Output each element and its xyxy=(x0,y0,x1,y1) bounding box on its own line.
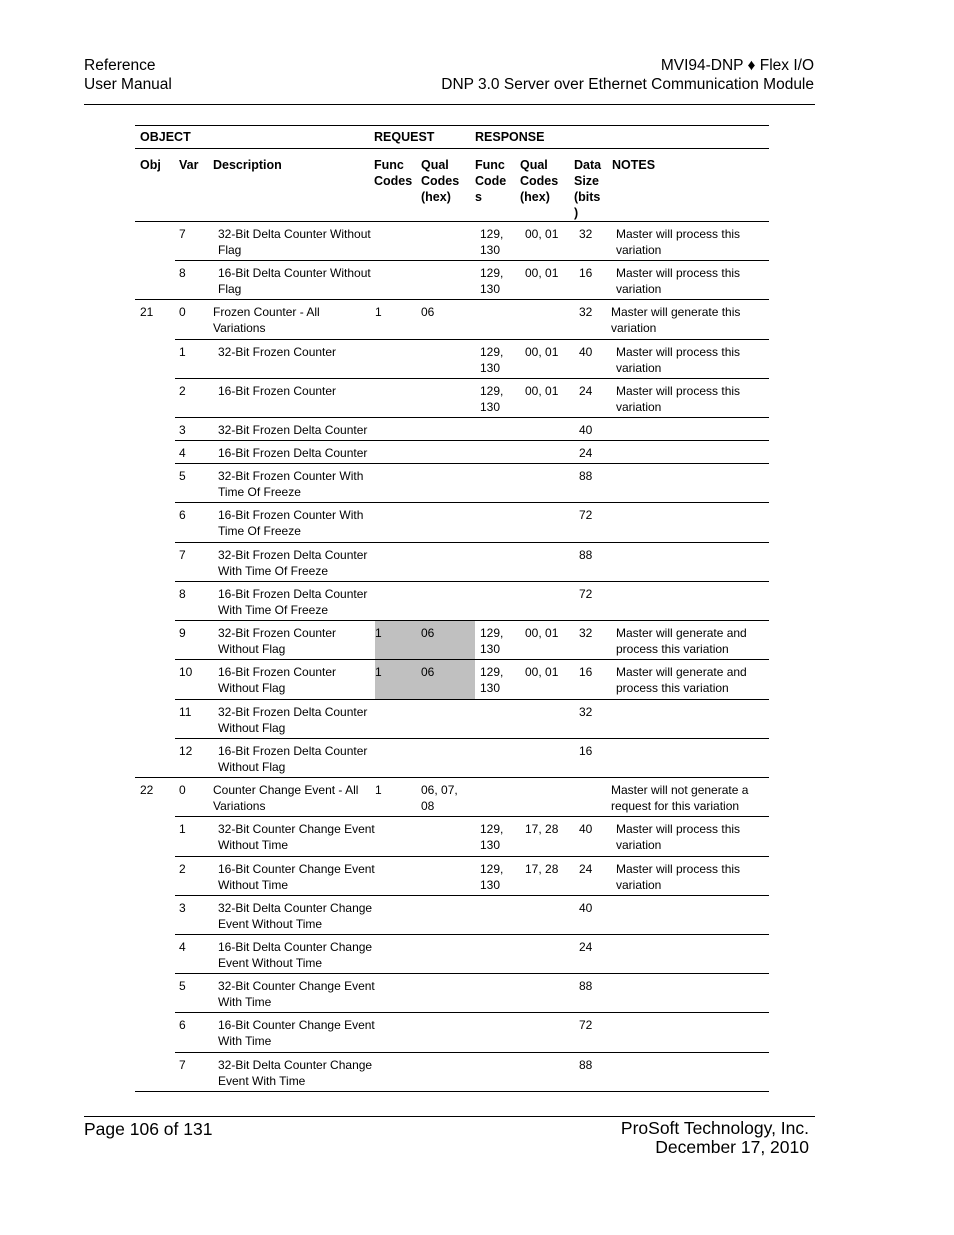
table-row xyxy=(135,778,769,817)
cell-description: 16-Bit Frozen Counter xyxy=(218,384,337,398)
cell-response-func-codes: 129, 130 xyxy=(480,384,504,414)
page-header-right xyxy=(441,56,814,94)
cell-description: 16-Bit Frozen Delta Counter Without Flag xyxy=(218,744,368,774)
cell-response-qual-codes: 00, 01 xyxy=(525,626,559,640)
cell-description: 32-Bit Frozen Counter Without Flag xyxy=(218,626,337,656)
cell-description: 32-Bit Frozen Counter xyxy=(218,345,337,359)
col-header-description: Description xyxy=(213,158,282,172)
cell-var: 7 xyxy=(179,227,186,241)
cell-obj: 21 xyxy=(140,305,154,319)
cell-description: 16-Bit Frozen Delta Counter With Time Of Freeze xyxy=(218,587,368,617)
cell-response-qual-codes: 00, 01 xyxy=(525,665,559,679)
cell-var: 2 xyxy=(179,384,186,398)
cell-response-func-codes: 129, 130 xyxy=(480,665,504,695)
cell-notes: Master will generate and process this variation xyxy=(616,626,747,656)
cell-var: 11 xyxy=(179,705,192,719)
cell-data-size: 16 xyxy=(579,665,593,679)
table-row xyxy=(135,1053,769,1092)
cell-data-size: 88 xyxy=(579,1058,593,1072)
cell-response-qual-codes: 00, 01 xyxy=(525,266,559,280)
cell-data-size: 72 xyxy=(579,1018,593,1032)
table-row xyxy=(135,1013,769,1053)
cell-description: 16-Bit Counter Change Event Without Time xyxy=(218,862,375,892)
col-header-response-func-codes: Func Code s xyxy=(475,158,507,204)
table-row xyxy=(135,418,769,441)
cell-request-qual-codes: 06 xyxy=(421,665,435,679)
cell-description: 16-Bit Delta Counter Without Flag xyxy=(218,266,371,296)
cell-data-size: 24 xyxy=(579,446,593,460)
cell-request-func-codes: 1 xyxy=(375,305,382,319)
cell-description: Frozen Counter - All Variations xyxy=(213,305,320,335)
cell-notes: Master will process this variation xyxy=(616,862,741,892)
table-row xyxy=(135,503,769,543)
header-product: MVI94-DNP ♦ Flex I/O xyxy=(660,57,814,74)
cell-data-size: 32 xyxy=(579,705,593,719)
group-header-response: RESPONSE xyxy=(475,130,545,144)
cell-data-size: 72 xyxy=(579,508,593,522)
col-header-response-qual-codes: Qual Codes (hex) xyxy=(520,158,559,204)
cell-data-size: 32 xyxy=(579,305,593,319)
cell-description: 16-Bit Frozen Counter With Time Of Freeze xyxy=(218,508,364,538)
table-row xyxy=(135,261,769,300)
cell-var: 5 xyxy=(179,469,186,483)
cell-description: 32-Bit Frozen Delta Counter xyxy=(218,423,368,437)
cell-var: 8 xyxy=(179,266,186,280)
cell-var: 1 xyxy=(179,822,186,836)
header-product-description: DNP 3.0 Server over Ethernet Communication Module xyxy=(441,76,814,93)
cell-response-qual-codes: 17, 28 xyxy=(525,862,559,876)
cell-data-size: 40 xyxy=(579,822,593,836)
cell-response-func-codes: 129, 130 xyxy=(480,862,504,892)
header-rule xyxy=(84,104,815,105)
cell-data-size: 88 xyxy=(579,979,593,993)
cell-notes: Master will generate this variation xyxy=(611,305,741,335)
table-group-header xyxy=(135,125,769,149)
cell-request-qual-codes: 06 xyxy=(421,305,435,319)
cell-response-qual-codes: 00, 01 xyxy=(525,227,559,241)
cell-var: 12 xyxy=(179,744,193,758)
table-row xyxy=(135,739,769,778)
cell-description: 32-Bit Frozen Delta Counter Without Flag xyxy=(218,705,368,735)
cell-description: 16-Bit Frozen Counter Without Flag xyxy=(218,665,337,695)
cell-response-func-codes: 129, 130 xyxy=(480,626,504,656)
cell-var: 7 xyxy=(179,548,186,562)
row-divider xyxy=(135,1091,769,1092)
cell-var: 10 xyxy=(179,665,193,679)
cell-response-qual-codes: 00, 01 xyxy=(525,345,559,359)
cell-var: 5 xyxy=(179,979,186,993)
cell-data-size: 32 xyxy=(579,626,593,640)
cell-response-func-codes: 129, 130 xyxy=(480,227,504,257)
col-header-request-qual-codes: Qual Codes (hex) xyxy=(421,158,460,204)
cell-var: 6 xyxy=(179,1018,186,1032)
cell-var: 1 xyxy=(179,345,186,359)
cell-response-func-codes: 129, 130 xyxy=(480,266,504,296)
cell-response-func-codes: 129, 130 xyxy=(480,345,504,375)
cell-var: 8 xyxy=(179,587,186,601)
cell-description: 32-Bit Counter Change Event Without Time xyxy=(218,822,375,852)
cell-data-size: 24 xyxy=(579,384,593,398)
table-row xyxy=(135,857,769,896)
footer-rule xyxy=(84,1116,815,1117)
table-row xyxy=(135,700,769,739)
cell-description: 16-Bit Delta Counter Change Event Without Time xyxy=(218,940,373,970)
cell-var: 0 xyxy=(179,305,186,319)
cell-notes: Master will process this variation xyxy=(616,822,741,852)
cell-description: 16-Bit Counter Change Event With Time xyxy=(218,1018,375,1048)
cell-notes: Master will process this variation xyxy=(616,227,741,257)
cell-var: 4 xyxy=(179,446,186,460)
cell-data-size: 24 xyxy=(579,940,593,954)
table-body xyxy=(135,222,769,1092)
cell-data-size: 40 xyxy=(579,345,593,359)
cell-data-size: 88 xyxy=(579,548,593,562)
col-header-notes: NOTES xyxy=(612,158,656,172)
footer-date: December 17, 2010 xyxy=(655,1137,809,1157)
cell-var: 4 xyxy=(179,940,186,954)
table-row xyxy=(135,543,769,582)
col-header-request-func-codes: Func Codes xyxy=(374,158,413,188)
cell-var: 0 xyxy=(179,783,186,797)
table-row xyxy=(135,817,769,857)
col-header-obj: Obj xyxy=(140,158,161,172)
table-column-header xyxy=(135,149,769,222)
table-row xyxy=(135,441,769,464)
cell-description: 16-Bit Frozen Delta Counter xyxy=(218,446,368,460)
cell-response-qual-codes: 17, 28 xyxy=(525,822,559,836)
cell-notes: Master will process this variation xyxy=(616,345,741,375)
table-row xyxy=(135,896,769,935)
cell-var: 2 xyxy=(179,862,186,876)
cell-request-func-codes: 1 xyxy=(375,626,382,640)
cell-data-size: 40 xyxy=(579,423,593,437)
table-row xyxy=(135,582,769,621)
page-footer-right xyxy=(621,1119,809,1157)
table-row xyxy=(135,660,769,700)
table-row xyxy=(135,379,769,418)
cell-request-func-codes: 1 xyxy=(375,665,382,679)
group-header-request: REQUEST xyxy=(374,130,435,144)
cell-data-size: 16 xyxy=(579,266,593,280)
cell-data-size: 24 xyxy=(579,862,593,876)
cell-response-qual-codes: 00, 01 xyxy=(525,384,559,398)
col-header-data-size: Data Size (bits ) xyxy=(574,158,602,220)
cell-notes: Master will generate and process this variation xyxy=(616,665,747,695)
cell-response-func-codes: 129, 130 xyxy=(480,822,504,852)
table-row xyxy=(135,935,769,974)
cell-var: 6 xyxy=(179,508,186,522)
cell-description: 32-Bit Delta Counter Change Event With Time xyxy=(218,1058,373,1088)
cell-data-size: 88 xyxy=(579,469,593,483)
col-header-var: Var xyxy=(179,158,199,172)
header-section: Reference xyxy=(84,57,156,74)
cell-data-size: 32 xyxy=(579,227,593,241)
cell-notes: Master will not generate a request for this variation xyxy=(611,783,749,813)
table-row xyxy=(135,464,769,503)
dnp-object-table xyxy=(135,125,769,1092)
cell-notes: Master will process this variation xyxy=(616,384,741,414)
cell-var: 3 xyxy=(179,901,186,915)
footer-company: ProSoft Technology, Inc. xyxy=(620,1118,809,1138)
cell-request-func-codes: 1 xyxy=(375,783,382,797)
cell-description: 32-Bit Delta Counter Change Event Without Time xyxy=(218,901,373,931)
header-document-type: User Manual xyxy=(84,76,172,93)
table-row xyxy=(135,222,769,261)
table-row xyxy=(135,621,769,660)
cell-notes: Master will process this variation xyxy=(616,266,741,296)
cell-var: 9 xyxy=(179,626,186,640)
cell-request-qual-codes: 06, 07, 08 xyxy=(421,783,458,813)
cell-description: 32-Bit Frozen Counter With Time Of Freeze xyxy=(218,469,364,499)
table-row xyxy=(135,340,769,379)
cell-request-qual-codes: 06 xyxy=(421,626,435,640)
cell-data-size: 16 xyxy=(579,744,593,758)
group-header-object: OBJECT xyxy=(140,130,191,144)
page-number: Page 106 of 131 xyxy=(84,1119,213,1139)
cell-description: 32-Bit Frozen Delta Counter With Time Of Freeze xyxy=(218,548,368,578)
cell-obj: 22 xyxy=(140,783,154,797)
cell-var: 7 xyxy=(179,1058,186,1072)
cell-description: Counter Change Event - All Variations xyxy=(213,783,359,813)
cell-data-size: 72 xyxy=(579,587,593,601)
cell-description: 32-Bit Counter Change Event With Time xyxy=(218,979,375,1009)
cell-description: 32-Bit Delta Counter Without Flag xyxy=(218,227,371,257)
table-row xyxy=(135,300,769,340)
cell-data-size: 40 xyxy=(579,901,593,915)
table-row xyxy=(135,974,769,1013)
cell-var: 3 xyxy=(179,423,186,437)
page-header-left xyxy=(84,56,172,94)
